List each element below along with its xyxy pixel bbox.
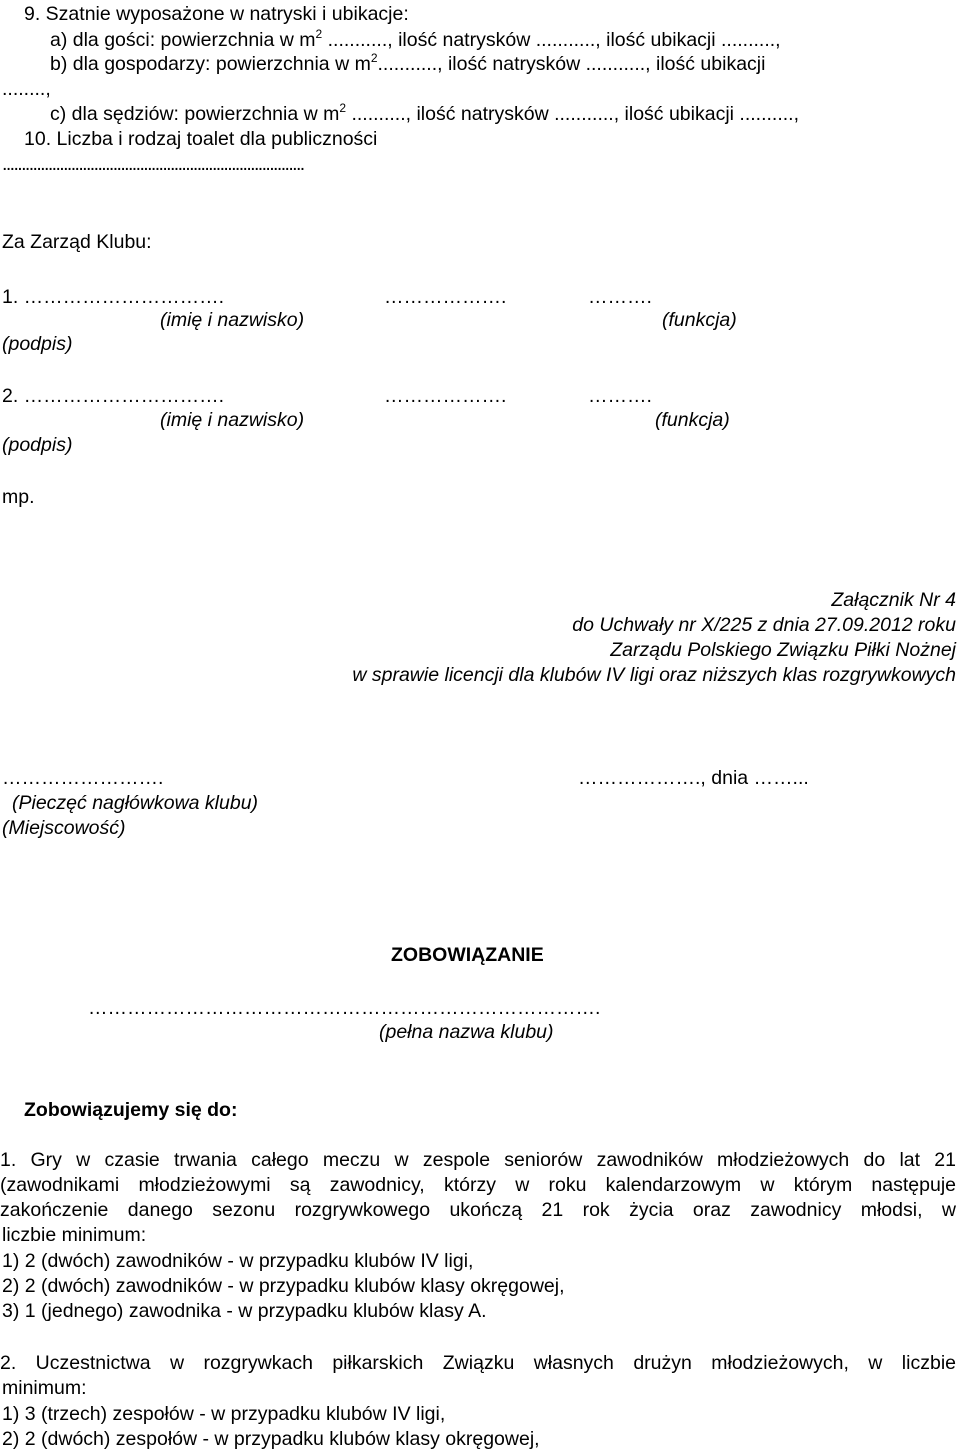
signature-1-function-label: (funkcja) — [662, 309, 737, 331]
point-2-item-2: 2) 2 (dwóch) zespołów - w przypadku klubów klasy okręgowej, — [2, 1428, 540, 1450]
point-1-item-2: 2) 2 (dwóch) zawodników - w przypadku klubów klasy okręgowej, — [2, 1275, 565, 1297]
club-name-label: (pełna nazwa klubu) — [379, 1021, 554, 1043]
section-10-title: 10. Liczba i rodzaj toalet dla publiczności — [24, 128, 378, 150]
signature-2-function-label: (funkcja) — [655, 409, 730, 431]
signature-2-sign-label: (podpis) — [2, 434, 73, 456]
club-stamp-dots: ……………………. — [2, 767, 164, 789]
section-9-title: 9. Szatnie wyposażone w natryski i ubikacje: — [24, 3, 409, 25]
point-1-line-2: (zawodnikami młodzieżowymi są zawodnicy, którzy w roku kalendarzowym w którym następuje — [0, 1174, 956, 1196]
section-9-item-b-continuation: ........, — [2, 78, 51, 100]
point-1-item-3: 3) 1 (jednego) zawodnika - w przypadku klubów klasy A. — [2, 1300, 487, 1322]
stamp-place-label: mp. — [2, 486, 35, 508]
commitment-title: ZOBOWIĄZANIE — [391, 944, 544, 966]
place-date-field — [578, 766, 809, 790]
section-9-item-c: c) dla sędziów: powierzchnia w $m^2$ .........., ilość natrysków ..........., ilość ubikacji .........., — [50, 101, 800, 125]
point-2-item-1: 1) 3 (trzech) zespołów - w przypadku klubów IV ligi, — [2, 1403, 446, 1425]
club-stamp-label: (Pieczęć nagłówkowa klubu) — [12, 792, 259, 814]
section-10-dots: ............................................................................... — [2, 153, 304, 175]
annex-subject: w sprawie licencji dla klubów IV ligi oraz niższych klas rozgrywkowych — [352, 664, 956, 686]
point-2-line-1: 2. Uczestnictwa w rozgrywkach piłkarskich Związku własnych drużyn młodzieżowych, w liczbie — [0, 1352, 956, 1374]
signature-1-name-label: (imię i nazwisko) — [160, 309, 305, 331]
signature-2-name-dots: 2. …………………………. — [2, 385, 225, 407]
point-1-line-3: zakończenie danego sezonu rozgrywkowego ukończą 21 rok życia oraz zawodnicy młodsi, w — [0, 1199, 956, 1221]
signatures-heading: Za Zarząd Klubu: — [2, 231, 152, 253]
place-dots: ………………. — [578, 767, 701, 789]
commitment-intro: Zobowiązujemy się do: — [24, 1099, 238, 1121]
date-label: , dnia ……... — [700, 767, 809, 789]
annex-title: Załącznik Nr 4 — [831, 589, 956, 611]
annex-resolution: do Uchwały nr X/225 z dnia 27.09.2012 roku — [572, 614, 956, 636]
point-2-line-2: minimum: — [2, 1377, 87, 1399]
signature-1-sign-dots: ………. — [588, 286, 652, 308]
signature-1-sign-label: (podpis) — [2, 333, 73, 355]
signature-2-sign-dots: ………. — [588, 385, 652, 407]
point-1-line-1: 1. Gry w czasie trwania całego meczu w zespole seniorów zawodników młodzieżowych do lat 21 — [0, 1149, 956, 1171]
point-1-item-1: 1) 2 (dwóch) zawodników - w przypadku klubów IV ligi, — [2, 1250, 474, 1272]
signature-1-name-dots: 1. …………………………. — [2, 286, 225, 308]
section-9-item-b: b) dla gospodarzy: powierzchnia w $m^2$..........., ilość natrysków ..........., ilość ubikacji — [50, 51, 766, 75]
signature-1-function-dots: ………………. — [384, 286, 507, 308]
point-1-line-4: liczbie minimum: — [2, 1224, 147, 1246]
signature-2-name-label: (imię i nazwisko) — [160, 409, 305, 431]
club-name-dots: ……………………………………………………………………. — [88, 997, 601, 1019]
section-9-item-a: a) dla gości: powierzchnia w $m^2$ ..........., ilość natrysków ..........., ilość ubikacji .........., — [50, 27, 781, 51]
annex-board: Zarządu Polskiego Związku Piłki Nożnej — [610, 639, 956, 661]
place-label: (Miejscowość) — [2, 817, 126, 839]
signature-2-function-dots: ………………. — [384, 385, 507, 407]
